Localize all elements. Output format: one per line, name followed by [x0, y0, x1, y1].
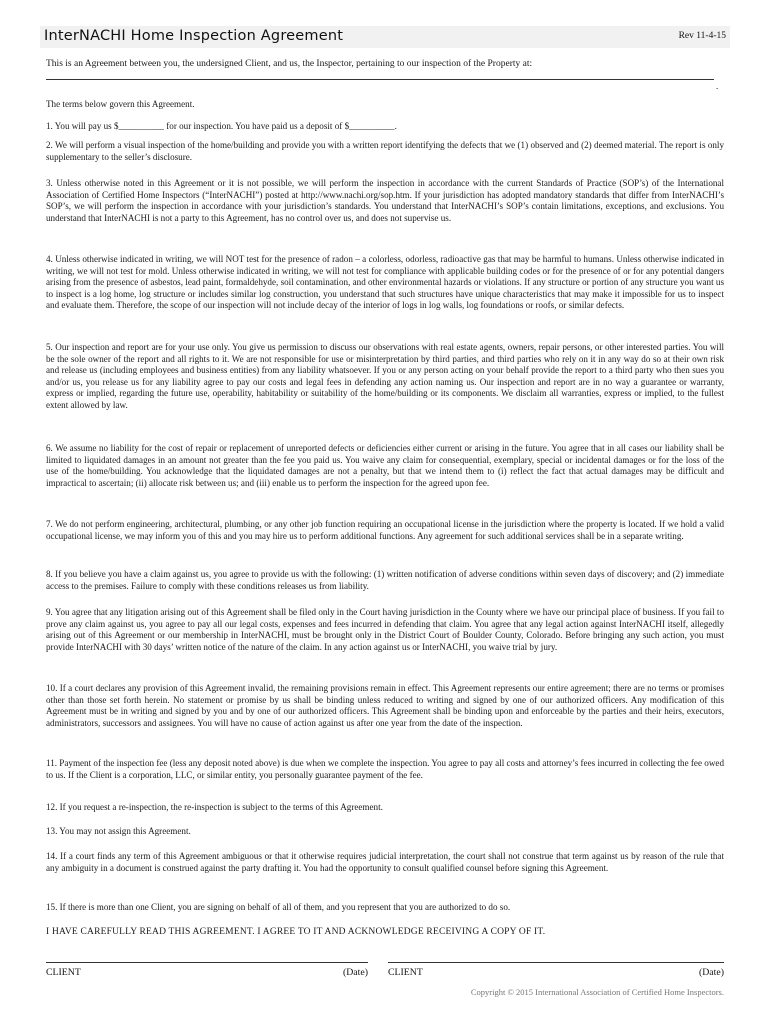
- address-line-end: .: [716, 81, 719, 91]
- clause-13: 13. You may not assign this Agreement.: [46, 826, 191, 836]
- document-header: [40, 26, 730, 48]
- clause-5: 5. Our inspection and report are for your use only. You give us permission to discuss our observations with real estate agents, owners, repair persons, or other interested parties. You will be the sole owner of the report and all rights to it. We are not responsible for use or misinterpretation by third parties, and third parties who rely on it in any way do so at their own risk and release us (including employees and business entities) from any liability whatsoever. If you or any person acting on your behalf provide the report to a third party who then sues you and/or us, you release us for any liability agree to pay our costs and legal fees in defending any action naming us. Our inspection and report are in no way a guarantee or warranty, express or implied, regarding the future use, operability, habitability or suitability of the home/building or its components. We disclaim all warranties, express or implied, to the fullest extent allowed by law.: [46, 342, 724, 410]
- clause-7: 7. We do not perform engineering, architectural, plumbing, or any other job function requiring an occupational license in the jurisdiction where the property is located. If we hold a valid occupational license, we may inform you of this and you may hire us to perform additional functions. Any agreement for such additional services shall be in a separate writing.: [46, 519, 724, 541]
- client-signature-line-1[interactable]: [46, 962, 368, 983]
- clause-12: 12. If you request a re-inspection, the re-inspection is subject to the terms of this Agreement.: [46, 802, 383, 812]
- date-label: (Date): [342, 967, 368, 978]
- acknowledgement: I HAVE CAREFULLY READ THIS AGREEMENT. I AGREE TO IT AND ACKNOWLEDGE RECEIVING A COPY OF IT.: [46, 927, 546, 937]
- clause-14: 14. If a court finds any term of this Agreement ambiguous or that it otherwise requires judicial interpretation, the court shall not construe that term against us by reason of the rule that any ambiguity in a document is construed against the party drafting it. You had the opportunity to consult qualified counsel before signing this Agreement.: [46, 851, 724, 873]
- copyright-notice: Copyright © 2015 International Association of Certified Home Inspectors.: [470, 987, 724, 997]
- property-address-line[interactable]: [46, 79, 714, 80]
- clause-10: 10. If a court declares any provision of this Agreement invalid, the remaining provisions remain in effect. This Agreement represents our entire agreement; there are no terms or promises other than those set forth herein. No statement or promise by us shall be binding unless reduced to writing and signed by one of our authorized officers. Any modification of this Agreement must be in writing and signed by you and by one of our authorized officers. This Agreement shall be binding upon and enforceable by the parties and their heirs, executors, administrators, successors and assignees. You will have no cause of action against us after one year from the date of the inspection.: [46, 683, 724, 728]
- client-signature-line-2[interactable]: [388, 962, 724, 983]
- clause-15: 15. If there is more than one Client, you are signing on behalf of all of them, and you represent that you are authorized to do so.: [46, 902, 511, 912]
- terms-intro: The terms below govern this Agreement.: [46, 99, 195, 109]
- clause-8: 8. If you believe you have a claim against us, you agree to provide us with the following: (1) written notification of adverse conditions within seven days of discovery; and (2) immediate access to the premises. Failure to comply with these conditions releases us from liability.: [46, 569, 724, 591]
- clause-1: 1. You will pay us $__________ for our inspection. You have paid us a deposit of $__________.: [46, 121, 397, 131]
- revision-label: Rev 11-4-15: [678, 31, 726, 41]
- document-title: InterNACHI Home Inspection Agreement: [44, 28, 344, 44]
- client-label: CLIENT: [388, 967, 423, 978]
- intro-text: This is an Agreement between you, the undersigned Client, and us, the Inspector, pertaining to our inspection of the Property at:: [46, 59, 533, 69]
- clause-6: 6. We assume no liability for the cost of repair or replacement of unreported defects or deficiencies either current or arising in the future. You agree that in all cases our liability shall be limited to liquidated damages in an amount not greater than the fee you paid us. You waive any claim for consequential, exemplary, special or incidental damages or for the loss of the use of the home/building. You acknowledge that the liquidated damages are not a penalty, but that we intend them to (i) reflect the fact that actual damages may be difficult and impractical to ascertain; (ii) allocate risk between us; and (iii) enable us to perform the inspection for the agreed upon fee.: [46, 443, 724, 488]
- clause-3: 3. Unless otherwise noted in this Agreement or it is not possible, we will perform the inspection in accordance with the current Standards of Practice (SOP’s) of the International Association of Certified Home Inspectors (“InterNACHI”) posted at http://www.nachi.org/sop.htm. If your jurisdiction has adopted mandatory standards that differ from InterNACHI’s SOP’s, we will perform the inspection in accordance with your jurisdiction’s standards. You understand that InterNACHI’s SOP’s contain limitations, exceptions, and exclusions. You understand that InterNACHI is not a party to this Agreement, has no control over us, and does not supervise us.: [46, 178, 724, 223]
- date-label: (Date): [698, 967, 724, 978]
- clause-4: 4. Unless otherwise indicated in writing, we will NOT test for the presence of radon – a colorless, odorless, radioactive gas that may be harmful to humans. Unless otherwise indicated in writing, we will not test for mold. Unless otherwise indicated in writing, we will not test for compliance with applicable building codes or for the presence of or for any potential dangers arising from the presence of asbestos, lead paint, formaldehyde, soil contamination, and other environmental hazards or violations. If any structure or portion of any structure you want us to inspect is a log home, log structure or includes similar log construction, you understand that such structures have unique characteristics that may make it impossible for us to inspect and evaluate them. Therefore, the scope of our inspection will not include decay of the interior of logs in log walls, log foundations or roofs, or similar defects.: [46, 254, 724, 311]
- clause-11: 11. Payment of the inspection fee (less any deposit noted above) is due when we complete the inspection. You agree to pay all costs and attorney’s fees incurred in collecting the fee owed to us. If the Client is a corporation, LLC, or similar entity, you personally guarantee payment of the fee.: [46, 758, 724, 780]
- clause-2: 2. We will perform a visual inspection of the home/building and provide you with a written report identifying the defects that we (1) observed and (2) deemed material. The report is only supplementary to the seller’s disclosure.: [46, 140, 724, 162]
- clause-9: 9. You agree that any litigation arising out of this Agreement shall be filed only in the Court having jurisdiction in the County where we have our principal place of business. If you fail to prove any claim against us, you agree to pay all our legal costs, expenses and fees incurred in defending that claim. You agree that any legal action against InterNACHI itself, allegedly arising out of this Agreement or our membership in InterNACHI, must be brought only in the District Court of Boulder County, Colorado. Before bringing any such action, you must provide InterNACHI with 30 days’ written notice of the nature of the claim. In any action against us or InterNACHI, you waive trial by jury.: [46, 607, 724, 652]
- client-label: CLIENT: [46, 967, 81, 978]
